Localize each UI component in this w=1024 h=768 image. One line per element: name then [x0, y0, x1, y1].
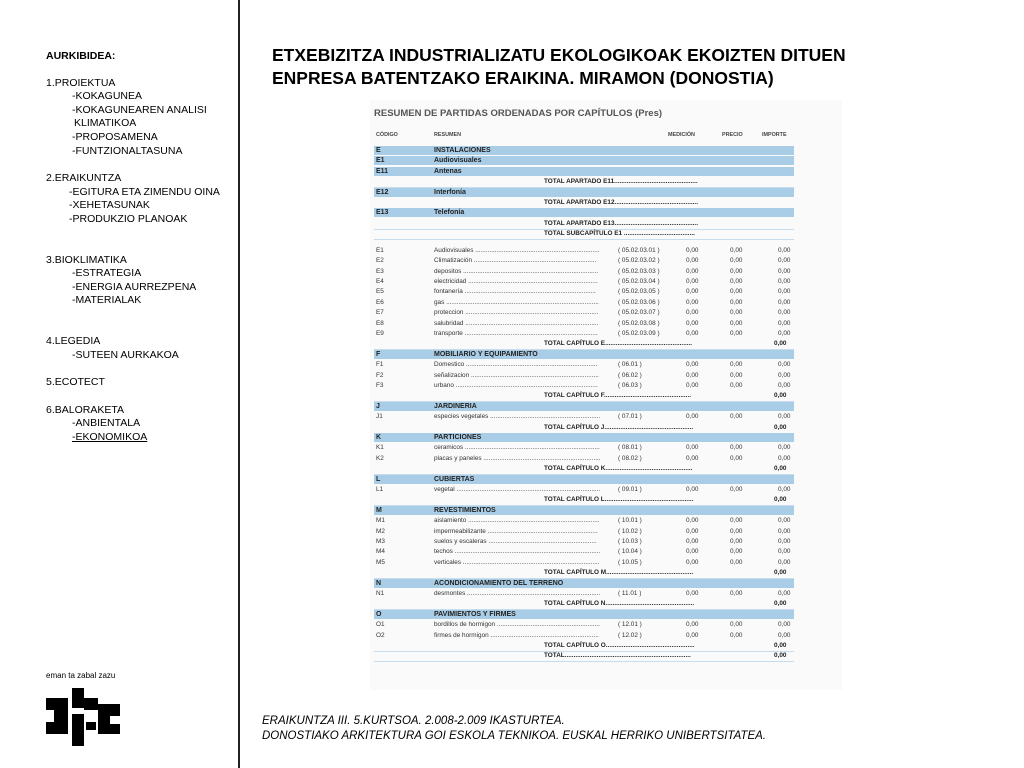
row-code: N: [376, 579, 382, 587]
row-medicion: 0,00: [686, 558, 699, 566]
row-code: F1: [376, 361, 384, 369]
table-row: [374, 516, 794, 526]
row-precio: 0,00: [730, 413, 743, 421]
row-summary: placas y paneles ..................................................................: [434, 454, 601, 462]
row-code: L: [376, 475, 381, 483]
row-medicion: 0,00: [686, 309, 699, 317]
toc-item[interactable]: -SUTEEN AURKAKOA: [72, 348, 179, 361]
row-code: E5: [376, 288, 384, 296]
chapter-header-row: [374, 402, 794, 412]
row-medicion: 0,00: [686, 454, 699, 462]
row-importe: 0,00: [778, 309, 791, 317]
row-importe: 0,00: [778, 267, 791, 275]
row-reference: ( 06.03 ): [618, 382, 642, 390]
row-medicion: 0,00: [686, 298, 699, 306]
chapter-header-row: [374, 208, 794, 218]
row-importe: 0,00: [774, 600, 787, 608]
row-summary: Domestico ..........................................................................: [434, 361, 598, 369]
row-summary: suelos y escaleras .............................................................: [434, 538, 597, 546]
row-summary: Climatización .....................................................................: [434, 257, 597, 265]
row-summary: Antenas: [434, 167, 462, 175]
row-importe: 0,00: [778, 558, 791, 566]
chapter-header-row: [374, 188, 794, 198]
total-row: [374, 641, 794, 651]
row-precio: 0,00: [730, 246, 743, 254]
toc-spacer: [46, 390, 220, 404]
row-underline: [374, 239, 794, 240]
row-reference: ( 05.02.03.09 ): [618, 330, 660, 338]
row-summary: proteccion ...........................................................................: [434, 309, 599, 317]
row-medicion: 0,00: [686, 631, 699, 639]
row-code: O2: [376, 631, 385, 639]
row-summary: desmontes ...........................................................................: [434, 590, 601, 598]
row-code: E12: [376, 188, 389, 196]
row-importe: 0,00: [778, 371, 791, 379]
row-importe: 0,00: [778, 621, 791, 629]
toc-item[interactable]: -ENERGIA AURREZPENA: [72, 280, 197, 293]
row-reference: ( 12.01 ): [618, 621, 642, 629]
row-importe: 0,00: [774, 652, 787, 660]
toc-item[interactable]: -KOKAGUNEA: [72, 90, 143, 103]
row-importe: 0,00: [774, 340, 787, 348]
row-total-label: TOTAL SUBCAPÍTULO E1 ........................................: [544, 230, 695, 238]
row-code: M2: [376, 527, 385, 535]
table-row: [374, 267, 794, 277]
col-header-precio: PRECIO: [722, 132, 743, 138]
row-medicion: 0,00: [686, 444, 699, 452]
toc-section-title[interactable]: 3.BIOKLIMATIKA: [46, 253, 127, 266]
row-precio: 0,00: [730, 517, 743, 525]
row-total-label: TOTAL APARTADO E11...............................................: [544, 178, 698, 186]
row-code: E8: [376, 319, 384, 327]
row-summary: Telefonía: [434, 209, 465, 217]
row-medicion: 0,00: [686, 538, 699, 546]
row-reference: ( 05.02.03.07 ): [618, 309, 660, 317]
row-precio: 0,00: [730, 444, 743, 452]
col-header-importe: IMPORTE: [762, 132, 787, 138]
row-precio: 0,00: [730, 257, 743, 265]
total-row: [374, 599, 794, 609]
row-code: M3: [376, 538, 385, 546]
row-importe: 0,00: [778, 330, 791, 338]
table-row: [374, 287, 794, 297]
table-row: [374, 308, 794, 318]
vertical-divider: [238, 0, 240, 768]
toc-item[interactable]: -ESTRATEGIA: [72, 267, 142, 280]
row-code: O1: [376, 621, 385, 629]
row-summary: vegetal .................................................................................: [434, 486, 601, 494]
row-precio: 0,00: [730, 486, 743, 494]
row-reference: ( 10.04 ): [618, 548, 642, 556]
row-reference: ( 09.01 ): [618, 486, 642, 494]
row-importe: 0,00: [778, 444, 791, 452]
row-reference: ( 10.02 ): [618, 527, 642, 535]
table-row: [374, 256, 794, 266]
row-medicion: 0,00: [686, 517, 699, 525]
row-summary: electricidad .........................................................................: [434, 278, 598, 286]
row-summary: bordillos de hormigon ..........................................................: [434, 621, 600, 629]
row-code: J: [376, 402, 380, 410]
row-reference: ( 12.02 ): [618, 631, 642, 639]
toc-item[interactable]: -ANBIENTALA: [72, 417, 141, 430]
row-medicion: 0,00: [686, 257, 699, 265]
row-summary: Audiovisuales ......................................................................: [434, 246, 600, 254]
total-row: [374, 423, 794, 433]
footer-line-2: DONOSTIAKO ARKITEKTURA GOI ESKOLA TEKNIKOA. EUSKAL HERRIKO UNIBERTSITATEA.: [262, 730, 766, 742]
table-row: [374, 537, 794, 547]
footer-line-1: ERAIKUNTZA III. 5.KURTSOA. 2.008-2.009 IKASTURTEA.: [262, 715, 565, 727]
row-importe: 0,00: [778, 454, 791, 462]
row-code: E13: [376, 209, 389, 217]
table-row: [374, 631, 794, 641]
row-reference: ( 05.02.03.06 ): [618, 298, 660, 306]
row-importe: 0,00: [778, 278, 791, 286]
row-code: E6: [376, 298, 384, 306]
row-importe: 0,00: [778, 246, 791, 254]
row-total-label: TOTAL CAPÍTULO K.................................................: [544, 465, 693, 473]
row-underline: [374, 661, 794, 662]
row-reference: ( 10.03 ): [618, 538, 642, 546]
table-row: [374, 319, 794, 329]
row-importe: 0,00: [774, 423, 787, 431]
row-reference: ( 06.01 ): [618, 361, 642, 369]
total-row: [374, 177, 794, 187]
page-title: [272, 44, 972, 89]
toc-item[interactable]: -PRODUKZIO PLANOAK: [69, 212, 188, 225]
table-row: [374, 620, 794, 630]
row-reference: ( 07.01 ): [618, 413, 642, 421]
row-precio: 0,00: [730, 278, 743, 286]
total-row: [374, 464, 794, 474]
row-code: E1: [376, 246, 384, 254]
row-summary: CUBIERTAS: [434, 475, 475, 483]
row-reference: ( 05.02.03.04 ): [618, 278, 660, 286]
row-summary: especies vegetales ..............................................................: [434, 413, 601, 421]
toc-section-title[interactable]: 2.ERAIKUNTZA: [46, 172, 122, 185]
logo-motto: eman ta zabal zazu: [46, 671, 116, 680]
row-importe: 0,00: [778, 527, 791, 535]
row-reference: ( 11.01 ): [618, 590, 642, 598]
row-reference: ( 10.01 ): [618, 517, 642, 525]
row-precio: 0,00: [730, 558, 743, 566]
title-line-2: ENPRESA BATENTZAKO ERAIKINA. MIRAMON (DONOSTIA): [272, 67, 774, 88]
row-summary: depositos ............................................................................: [434, 267, 599, 275]
row-code: F: [376, 350, 381, 358]
row-code: M: [376, 506, 382, 514]
row-code: F3: [376, 382, 384, 390]
row-importe: 0,00: [774, 465, 787, 473]
row-total-label: TOTAL CAPÍTULO M.................................................: [544, 569, 694, 577]
row-reference: ( 05.02.03.02 ): [618, 257, 660, 265]
row-importe: 0,00: [778, 413, 791, 421]
table-row: [374, 443, 794, 453]
chapter-header-row: [374, 433, 794, 443]
toc-item[interactable]: -EGITURA ETA ZIMENDU OINA: [69, 185, 220, 198]
table-row: [374, 412, 794, 422]
row-medicion: 0,00: [686, 621, 699, 629]
row-total-label: TOTAL.......................................................................: [544, 652, 691, 660]
row-total-label: TOTAL CAPÍTULO N..................................................: [544, 600, 695, 608]
row-summary: PAVIMIENTOS Y FIRMES: [434, 610, 516, 618]
row-importe: 0,00: [778, 257, 791, 265]
row-importe: 0,00: [778, 590, 791, 598]
row-precio: 0,00: [730, 298, 743, 306]
row-precio: 0,00: [730, 538, 743, 546]
toc-spacer: [46, 158, 220, 172]
row-reference: ( 08.01 ): [618, 444, 642, 452]
row-code: M1: [376, 517, 385, 525]
row-medicion: 0,00: [686, 267, 699, 275]
table-row: [374, 558, 794, 568]
row-precio: 0,00: [730, 361, 743, 369]
table-row: [374, 527, 794, 537]
row-code: F2: [376, 371, 384, 379]
row-summary: verticales .............................................................................: [434, 558, 600, 566]
chapter-header-row: [374, 610, 794, 620]
chapter-header-row: [374, 506, 794, 516]
row-code: E4: [376, 278, 384, 286]
row-medicion: 0,00: [686, 548, 699, 556]
chapter-header-row: [374, 146, 794, 156]
title-line-1: ETXEBIZITZA INDUSTRIALIZATU EKOLOGIKOAK EKOIZTEN DITUEN: [272, 45, 846, 65]
row-importe: 0,00: [774, 392, 787, 400]
row-summary: REVESTIMIENTOS: [434, 506, 496, 514]
row-summary: fontanería ..........................................................................: [434, 288, 596, 296]
row-importe: 0,00: [774, 642, 787, 650]
row-summary: MOBILIARIO Y EQUIPAMIENTO: [434, 350, 538, 358]
total-row: [374, 495, 794, 505]
row-code: E7: [376, 309, 384, 317]
row-code: K1: [376, 444, 384, 452]
row-summary: impermeabilizante ..............................................................: [434, 527, 598, 535]
budget-summary-table: [370, 100, 842, 690]
row-precio: 0,00: [730, 454, 743, 462]
table-row: [374, 277, 794, 287]
toc-section-title[interactable]: 1.PROIEKTUA: [46, 76, 116, 89]
total-row: [374, 229, 794, 239]
row-precio: 0,00: [730, 548, 743, 556]
row-precio: 0,00: [730, 319, 743, 327]
row-reference: ( 05.02.03.05 ): [618, 288, 660, 296]
table-row: [374, 381, 794, 391]
col-header-code: CÓDIGO: [376, 132, 398, 138]
row-importe: 0,00: [778, 298, 791, 306]
row-medicion: 0,00: [686, 319, 699, 327]
row-summary: ceramicos ............................................................................: [434, 444, 600, 452]
row-summary: firmes de hormigon .............................................................: [434, 631, 599, 639]
table-row: [374, 246, 794, 256]
col-header-medicion: MEDICIÓN: [668, 132, 695, 138]
table-row: [374, 589, 794, 599]
table-row: [374, 360, 794, 370]
row-summary: gas ......................................................................................: [434, 298, 599, 306]
footer: [262, 714, 766, 744]
total-row: [374, 651, 794, 661]
row-medicion: 0,00: [686, 371, 699, 379]
row-summary: Interfonía: [434, 188, 466, 196]
row-medicion: 0,00: [686, 288, 699, 296]
row-summary: INSTALACIONES: [434, 147, 491, 154]
total-row: [374, 568, 794, 578]
row-total-label: TOTAL CAPÍTULO O..................................................: [544, 642, 695, 650]
total-row: [374, 339, 794, 349]
row-summary: aislamiento ..........................................................................: [434, 517, 600, 525]
row-importe: 0,00: [778, 382, 791, 390]
toc-item[interactable]: -FUNTZIONALTASUNA: [72, 144, 183, 157]
row-summary: techos ..................................................................................: [434, 548, 601, 556]
table-row: [374, 454, 794, 464]
row-importe: 0,00: [778, 288, 791, 296]
table-row: [374, 547, 794, 557]
row-total-label: TOTAL CAPÍTULO L..................................................: [544, 496, 694, 504]
toc-spacer: [46, 362, 220, 376]
table-title: RESUMEN DE PARTIDAS ORDENADAS POR CAPÍTULOS (Pres): [374, 108, 663, 119]
row-importe: 0,00: [778, 538, 791, 546]
table-row: [374, 371, 794, 381]
row-code: E3: [376, 267, 384, 275]
row-precio: 0,00: [730, 590, 743, 598]
row-medicion: 0,00: [686, 382, 699, 390]
row-code: M4: [376, 548, 385, 556]
toc-item[interactable]: -EKONOMIKOA: [72, 430, 148, 443]
chapter-header-row: [374, 475, 794, 485]
row-code: J1: [376, 413, 383, 421]
row-total-label: TOTAL CAPÍTULO J..................................................: [544, 423, 694, 431]
col-header-summary: RESUMEN: [434, 132, 461, 138]
row-summary: salubridad ...........................................................................: [434, 319, 599, 327]
row-code: E11: [376, 167, 389, 175]
toc-item[interactable]: -XEHETASUNAK: [69, 199, 150, 212]
row-code: N1: [376, 590, 385, 598]
row-summary: transporte ...........................................................................: [434, 330, 598, 338]
row-medicion: 0,00: [686, 361, 699, 369]
total-row: [374, 198, 794, 208]
row-code: E9: [376, 330, 384, 338]
row-reference: ( 06.02 ): [618, 371, 642, 379]
chapter-header-row: [374, 350, 794, 360]
chapter-header-row: [374, 579, 794, 589]
university-logo: [46, 671, 126, 751]
row-code: E1: [376, 157, 385, 165]
row-medicion: 0,00: [686, 527, 699, 535]
row-reference: ( 08.02 ): [618, 454, 642, 462]
table-row: [374, 485, 794, 495]
row-importe: 0,00: [778, 517, 791, 525]
row-summary: señalizacion ........................................................................: [434, 371, 599, 379]
row-precio: 0,00: [730, 371, 743, 379]
row-total-label: TOTAL APARTADO E13...............................................: [544, 219, 698, 227]
toc-section-title[interactable]: 6.BALORAKETA: [46, 403, 125, 416]
ehu-logo-icon: [46, 680, 120, 746]
row-total-label: TOTAL CAPÍTULO E.................................................: [544, 340, 693, 348]
row-code: K: [376, 434, 382, 442]
row-code: L1: [376, 486, 384, 494]
row-importe: 0,00: [774, 496, 787, 504]
row-code: K2: [376, 454, 384, 462]
row-medicion: 0,00: [686, 486, 699, 494]
row-importe: 0,00: [778, 631, 791, 639]
row-code: M5: [376, 558, 385, 566]
chapter-header-row: [374, 167, 794, 177]
row-precio: 0,00: [730, 527, 743, 535]
row-importe: 0,00: [778, 361, 791, 369]
row-importe: 0,00: [774, 569, 787, 577]
row-summary: JARDINERIA: [434, 402, 477, 410]
chapter-header-row: [374, 156, 794, 166]
row-code: E2: [376, 257, 384, 265]
row-reference: ( 05.02.03.03 ): [618, 267, 660, 275]
row-total-label: TOTAL CAPÍTULO F.................................................: [544, 392, 691, 400]
toc-section-title[interactable]: 5.ECOTECT: [46, 376, 105, 389]
row-precio: 0,00: [730, 631, 743, 639]
row-reference: ( 05.02.03.01 ): [618, 246, 660, 254]
row-summary: Audiovisuales: [434, 157, 482, 165]
row-summary: PARTICIONES: [434, 434, 482, 442]
toc-item[interactable]: -PROPOSAMENA: [72, 130, 158, 143]
toc-spacer: [46, 308, 220, 335]
row-code: E: [376, 147, 381, 154]
toc-item[interactable]: -KOKAGUNEAREN ANALISI: [72, 103, 207, 116]
row-reference: ( 05.02.03.08 ): [618, 319, 660, 327]
row-medicion: 0,00: [686, 413, 699, 421]
toc-heading: AURKIBIDEA:: [46, 50, 116, 62]
total-row: [374, 391, 794, 401]
row-total-label: TOTAL APARTADO E12...............................................: [544, 199, 698, 206]
row-code: O: [376, 610, 382, 618]
table-row: [374, 298, 794, 308]
toc-item[interactable]: -MATERIALAK: [72, 294, 142, 307]
total-row: [374, 219, 794, 229]
row-importe: 0,00: [778, 486, 791, 494]
toc-spacer: [46, 227, 220, 254]
row-precio: 0,00: [730, 267, 743, 275]
row-reference: ( 10.05 ): [618, 558, 642, 566]
row-precio: 0,00: [730, 621, 743, 629]
table-of-contents: [46, 50, 220, 444]
row-precio: 0,00: [730, 309, 743, 317]
row-summary: ACONDICIONAMIENTO DEL TERRENO: [434, 579, 564, 587]
row-summary: urbano ................................................................................: [434, 382, 598, 390]
sidebar: [0, 0, 238, 768]
row-medicion: 0,00: [686, 278, 699, 286]
row-medicion: 0,00: [686, 246, 699, 254]
row-precio: 0,00: [730, 382, 743, 390]
toc-item[interactable]: KLIMATIKOA: [74, 117, 137, 130]
table-row: [374, 329, 794, 339]
row-medicion: 0,00: [686, 590, 699, 598]
row-medicion: 0,00: [686, 330, 699, 338]
toc-section-title[interactable]: 4.LEGEDIA: [46, 334, 101, 347]
row-importe: 0,00: [778, 319, 791, 327]
row-importe: 0,00: [778, 548, 791, 556]
row-precio: 0,00: [730, 288, 743, 296]
row-precio: 0,00: [730, 330, 743, 338]
